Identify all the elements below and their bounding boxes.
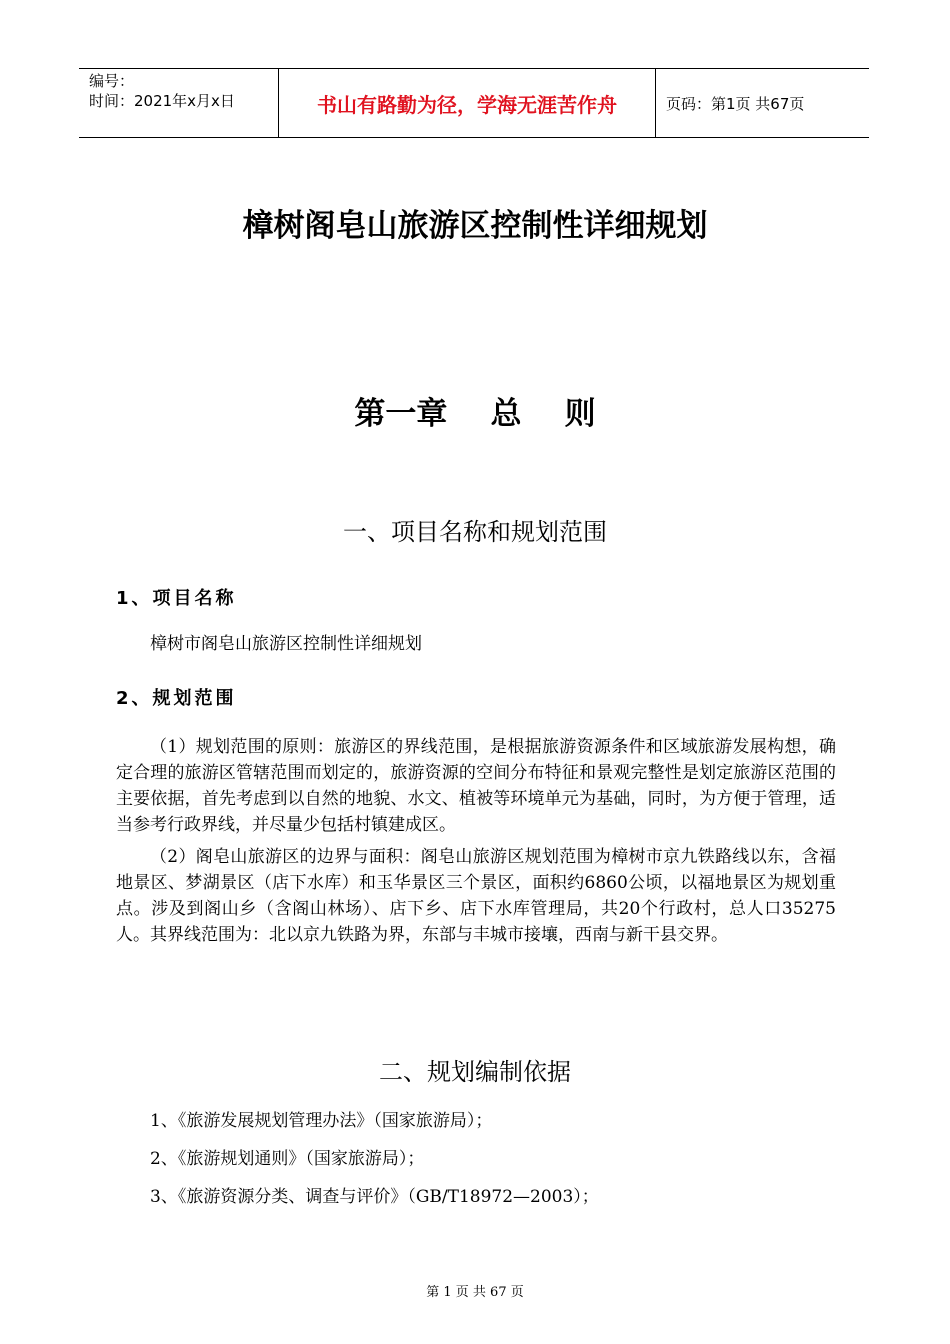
section2-heading: 二、规划编制依据	[379, 1058, 571, 1086]
chapter-title: 第一章 总 则	[354, 396, 596, 432]
sub2-heading: 2、规划范围	[116, 688, 237, 709]
time-label: 时间：2021年x月x日	[89, 92, 235, 110]
page-footer: 第 1 页 共 67 页	[426, 1285, 524, 1300]
basis-item: 3、《旅游资源分类、调查与评价》（GB/T18972—2003）；	[150, 1187, 599, 1207]
page-header	[79, 68, 869, 138]
sub1-text: 樟树市阁皂山旅游区控制性详细规划	[150, 634, 422, 654]
document-title: 樟树阁皂山旅游区控制性详细规划	[242, 208, 708, 244]
section1-heading: 一、项目名称和规划范围	[343, 518, 607, 546]
basis-item: 1、《旅游发展规划管理办法》（国家旅游局）；	[150, 1111, 493, 1131]
header-page-info: 页码：第1页 共67页	[666, 94, 805, 113]
sub1-heading: 1、项目名称	[116, 588, 237, 609]
sub2-para2: （2）阁皂山旅游区的边界与面积：阁皂山旅游区规划范围为樟树市京九铁路线以东，含福地景区、梦湖景区（店下水库）和玉华景区三个景区，面积约6860公顷，以福地景区为规划重点。涉及到阁山乡（含阁山林场）、店下乡、店下水库管理局，共20个行政村，总人口35275人。其界线范围为：北以京九铁路为界，东部与丰城市接壤，西南与新干县交界。	[116, 847, 836, 945]
number-label: 编号：	[89, 72, 135, 90]
header-left-cell	[79, 69, 279, 137]
basis-item: 2、《旅游规划通则》（国家旅游局）；	[150, 1149, 425, 1169]
sub2-para1: （1）规划范围的原则：旅游区的界线范围，是根据旅游资源条件和区域旅游发展构想，确定合理的旅游区管辖范围而划定的，旅游资源的空间分布特征和景观完整性是划定旅游区范围的主要依据，首先考虑到以自然的地貌、水文、植被等环境单元为基础，同时，为方便于管理，适当参考行政界线，并尽量少包括村镇建成区。	[116, 737, 836, 835]
header-motto: 书山有路勤为径，学海无涯苦作舟	[279, 69, 656, 137]
